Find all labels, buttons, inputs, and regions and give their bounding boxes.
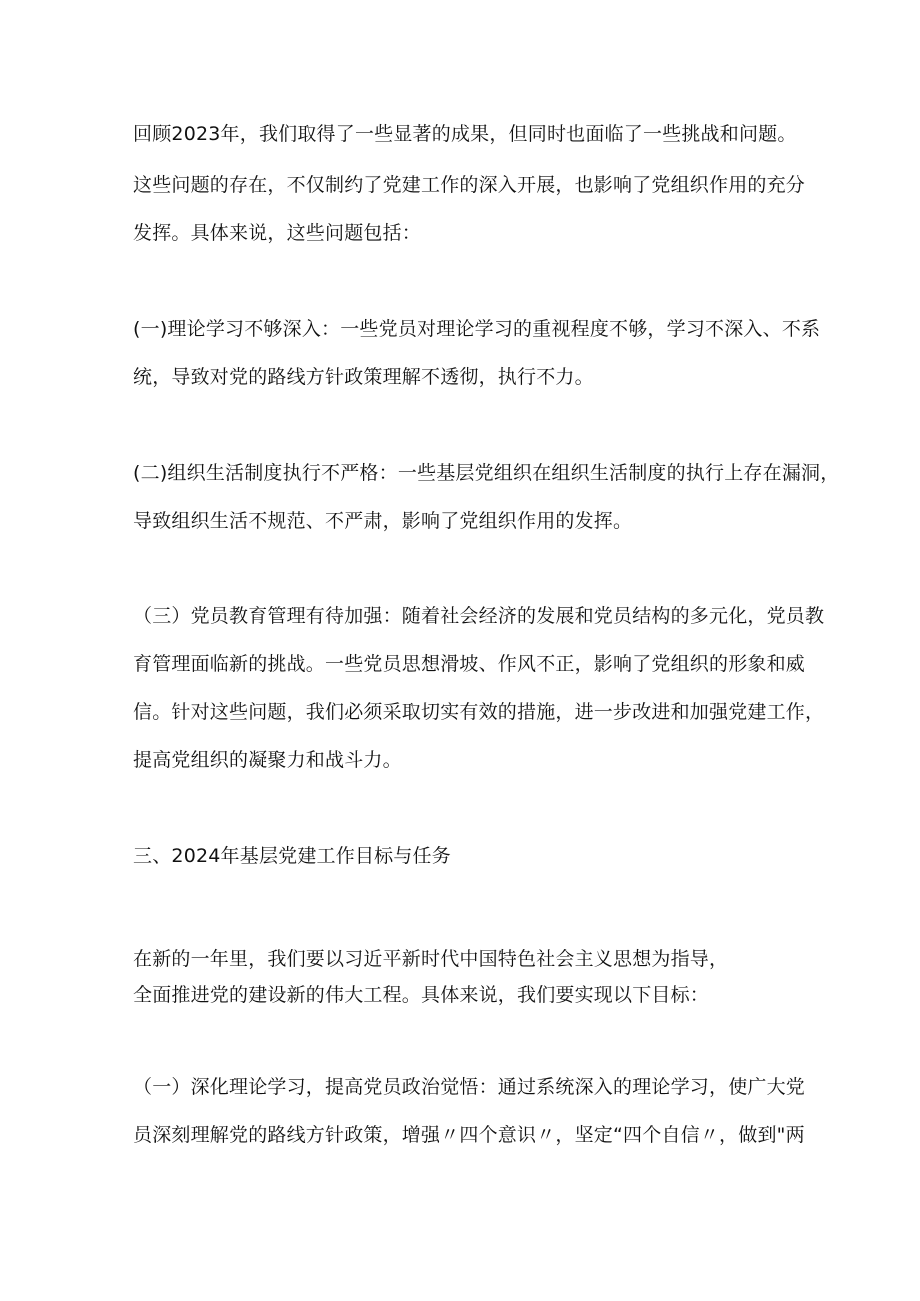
text-line: （三）党员教育管理有待加强：随着社会经济的发展和党员结构的多元化，党员教: [133, 605, 825, 627]
heading-line: 三、2024年基层党建工作目标与任务: [133, 845, 451, 867]
text-line: 统，导致对党的路线方针政策理解不透彻，执行不力。: [133, 366, 594, 388]
text-line: 在新的一年里，我们要以习近平新时代中国特色社会主义思想为指导，: [133, 948, 729, 970]
text-line: (二)组织生活制度执行不严格：一些基层党组织在组织生活制度的执行上存在漏洞，: [133, 462, 840, 484]
text-line: 全面推进党的建设新的伟大工程。具体来说，我们要实现以下目标：: [133, 984, 710, 1006]
text-line: 信。针对这些问题，我们必须采取切实有效的措施，进一步改进和加强党建工作，: [133, 701, 825, 723]
text-line: 员深刻理解党的路线方针政策，增强〃四个意识〃，坚定“四个自信〃，做到"两: [133, 1124, 805, 1146]
text-line: 育管理面临新的挑战。一些党员思想滑坡、作风不正，影响了党组织的形象和威: [133, 653, 806, 675]
text-line: 导致组织生活不规范、不严肃，影响了党组织作用的发挥。: [133, 510, 633, 532]
text-line: 发挥。具体来说，这些问题包括：: [133, 222, 422, 244]
text-line: (一)理论学习不够深入：一些党员对理论学习的重视程度不够，学习不深入、不系: [133, 318, 821, 340]
text-line: 提高党组织的凝聚力和战斗力。: [133, 749, 402, 771]
text-line: （一）深化理论学习，提高党员政治觉悟：通过系统深入的理论学习，使广大党: [133, 1076, 806, 1098]
text-line: 这些问题的存在，不仅制约了党建工作的深入开展，也影响了党组织作用的充分: [133, 174, 806, 196]
text-line: 回顾2023年，我们取得了一些显著的成果，但同时也面临了一些挑战和问题。: [133, 123, 797, 145]
